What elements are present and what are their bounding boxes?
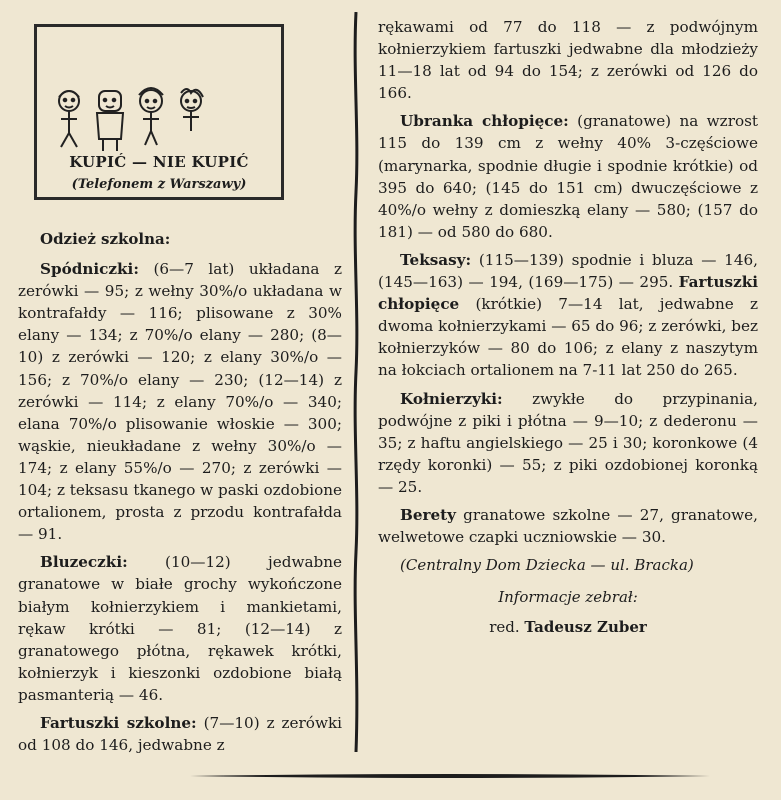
paragraph-ubranka [378, 110, 758, 243]
paragraph-fartuszki [18, 712, 342, 756]
paragraph-body-2: (krótkie) 7—14 lat, jedwabne z dwoma kołnierzykami — 65 do 96; z zerówki, bez kołnierzyków — 80 do 106; z elany z naszytym na łokciach ortalionem na 7-11 lat 250 do 265. [378, 295, 759, 380]
paragraph-bluzeczki [18, 551, 342, 706]
paragraph-body: (granatowe) na wzrost 115 do 139 cm z wełny 40% 3-częściowe (marynarka, spodnie długie i spodnie krótkie) od 395 do 640; (145 do 151 cm) dwuczęściowe z 40%/o wełny z domieszką elany — 580; (157 do 181) — od 580 do 680. [378, 112, 758, 241]
paragraph-body: zwykłe do przypinania, podwójne z piki i płótna — 9—10; z dederonu — 35; z haftu angielskiego — 25 i 30; koronkowe (4 rzędy koronki) — 55; z piki ozdobionej koronką — 25. [378, 389, 758, 496]
paragraph-body: (115—139) spodnie i bluza — 146, (145—163) — 194, (169—175) — 295. [378, 250, 758, 292]
column-title: KUPIĆ — NIE KUPIĆ [69, 153, 249, 171]
column-subtitle: (Telefonem z Warszawy) [71, 177, 247, 192]
paragraph-berety [378, 504, 758, 548]
paragraph-heading: Bluzeczki: [40, 553, 128, 572]
left-column [18, 228, 342, 762]
info-label: Informacje zebrał: [498, 588, 638, 607]
paragraph-heading: Ubranka chłopięce: [400, 112, 569, 131]
bottom-rule [190, 772, 710, 780]
header-box [34, 24, 284, 200]
children-doodle-illustration [51, 85, 211, 157]
paragraph-continued [378, 16, 758, 104]
section-title: Odzież szkolna: [40, 230, 171, 248]
paragraph-spodniczki [18, 258, 342, 545]
paragraph-heading: Teksasy: [400, 250, 472, 269]
author-prefix: red. [489, 618, 520, 637]
paragraph-heading: Berety [400, 505, 457, 524]
paragraph-body: rękawami od 77 do 118 — z podwójnym kołnierzykiem fartuszki jedwabne dla młodzieży 11—18 lat od 94 do 154; z zerówki od 126 do 166. [378, 18, 758, 103]
author-name: Tadeusz Zuber [524, 618, 647, 637]
source-note: (Centralny Dom Dziecka — ul. Bracka) [400, 556, 694, 575]
column-divider [352, 12, 360, 752]
paragraph-heading: Kołnierzyki: [400, 389, 503, 408]
paragraph-body: (10—12) jedwabne granatowe w białe grochy wykończone białym kołnierzykiem i mankietami, rękaw krótki — 81; (12—14) z granatowego płótna, rękawek krótki, kołnierzyk i kieszonki ozdobione białą pasmanterią — 46. [18, 553, 342, 704]
author-line [378, 616, 758, 638]
paragraph-body: (7—10) z zerówki od 108 do 146, jedwabne z [18, 713, 343, 755]
paragraph-heading-2: Fartuszki chłopięce [378, 273, 758, 314]
paragraph-kolnierzyki [378, 388, 758, 498]
paragraph-heading: Fartuszki szkolne: [40, 713, 197, 732]
paragraph-heading: Spódniczki: [40, 260, 139, 279]
paragraph-body: (6—7 lat) układana z zerówki — 95; z wełny 30%/o układana w kontrafałdy — 116; plisowane z 30% elany — 134; z 70%/o elany — 280; (8—10) z zerówki — 120; z elany 30%/o — 156; z 70%/o elany — 230; (12—14) z zerówki — 114; z elany 70%/o — 340; elana 70%/o plisowanie włoskie — 300; wąskie, nieukładane z wełny 30%/o — 174; z elany 55%/o — 270; z zerówki — 104; z teksasu tkanego w paski ozdobione ortalionem, prosta z przodu kontrafałda — 91. [18, 260, 342, 544]
paragraph-body: granatowe szkolne — 27, granatowe, welwetowe czapki uczniowskie — 30. [378, 505, 758, 547]
paragraph-teksasy [378, 249, 758, 382]
right-column [378, 16, 758, 638]
